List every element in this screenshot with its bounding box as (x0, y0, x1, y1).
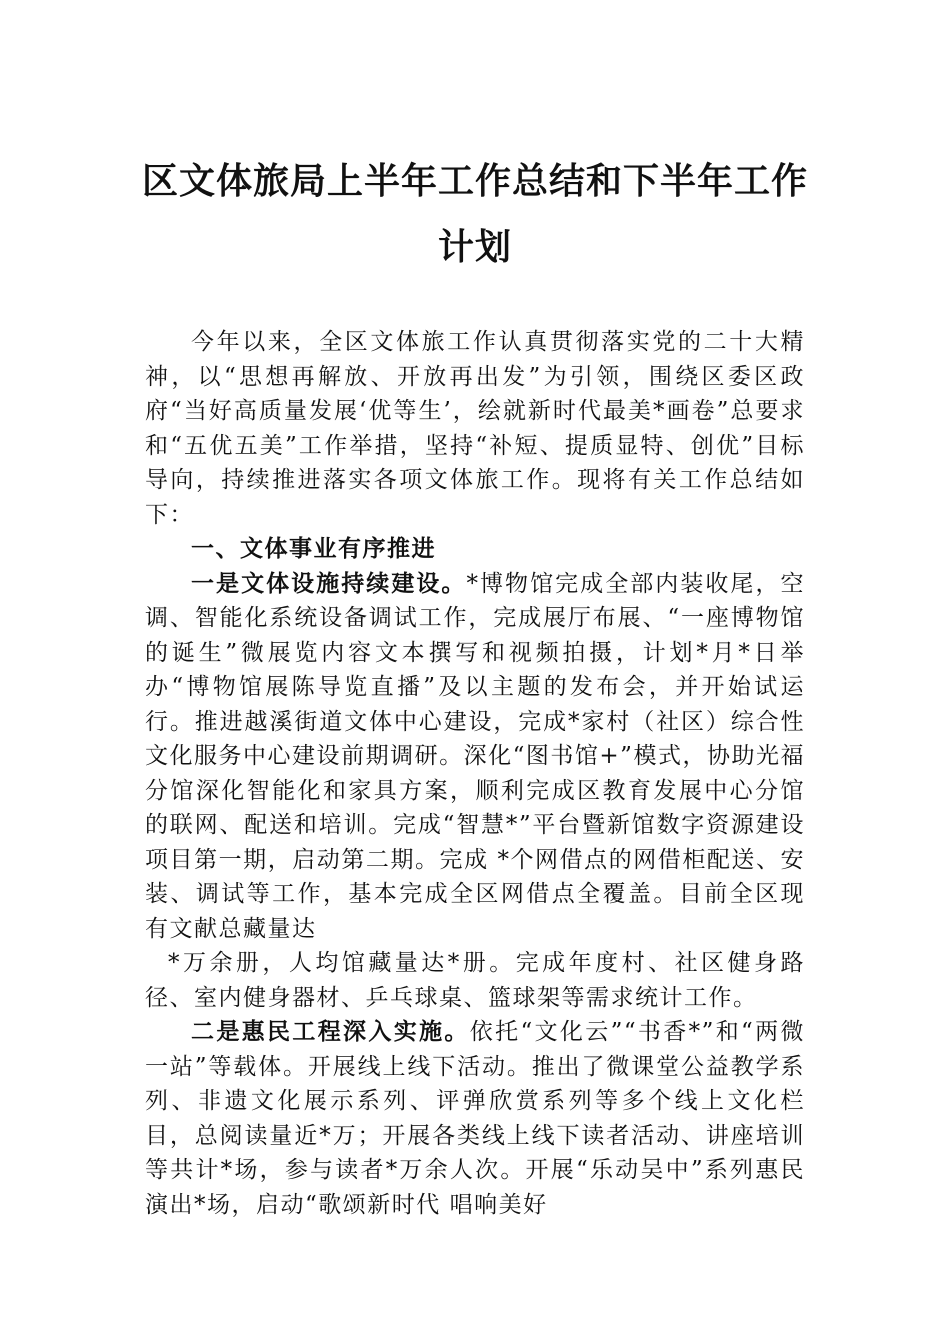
document-body (145, 325, 805, 1222)
document-title-line-1: 区文体旅局上半年工作总结和下半年工作 (141, 161, 808, 202)
paragraph-public-benefit-lead: 二是惠民工程深入实施。 (191, 1019, 470, 1045)
paragraph-public-benefit (145, 1015, 805, 1222)
paragraph-facilities-text: *博物馆完成全部内装收尾，空调、智能化系统设备调试工作，完成展厅布展、“一座博物馆的诞生”微展览内容文本撰写和视频拍摄，计划*月*日举办“博物馆展陈导览直播”及以主题的发布会，并开始试运行。推进越溪街道文体中心建设，完成*家村（社区）综合性文化服务中心建设前期调研。深化“图书馆+”模式，协助光福分馆深化智能化和家具方案，顺利完成区教育发展中心分馆的联网、配送和培训。完成“智慧*”平台暨新馆数字资源建设项目第一期，启动第二期。完成 *个网借点的网借柜配送、安装、调试等工作，基本完成全区网借点全覆盖。目前全区现有文献总藏量达 (145, 570, 806, 942)
paragraph-facilities-lead: 一是文体设施持续建设。 (191, 570, 467, 597)
intro-paragraph: 今年以来，全区文体旅工作认真贯彻落实党的二十大精神，以“思想再解放、开放再出发”为引领，围绕区委区政府“当好高质量发展‘优等生’，绘就新时代最美*画卷”总要求和“五优五美”工作举措，坚持“补短、提质显特、创优”目标导向，持续推进落实各项文体旅工作。现将有关工作总结如下： (145, 329, 805, 528)
paragraph-public-benefit-text: 依托“文化云”“书香*”和“两微一站”等载体。开展线上线下活动。推出了微课堂公益教学系列、非遗文化展示系列、评弹欣赏系列等多个线上文化栏目，总阅读量近*万；开展各类线上线下读者活动、讲座培训等共计*场，参与读者*万余人次。开展“乐动吴中”系列惠民演出*场，启动“歌颂新时代 唱响美好 (145, 1019, 806, 1218)
section-heading-1: 一、文体事业有序推进 (191, 536, 436, 562)
paragraph-facilities (145, 567, 805, 947)
paragraph-facilities-continued: *万余册，人均馆藏量达*册。完成年度村、社区健身路径、室内健身器材、乒乓球桌、篮球架等需求统计工作。 (145, 950, 805, 1011)
document-title-line-2: 计划 (437, 227, 512, 268)
